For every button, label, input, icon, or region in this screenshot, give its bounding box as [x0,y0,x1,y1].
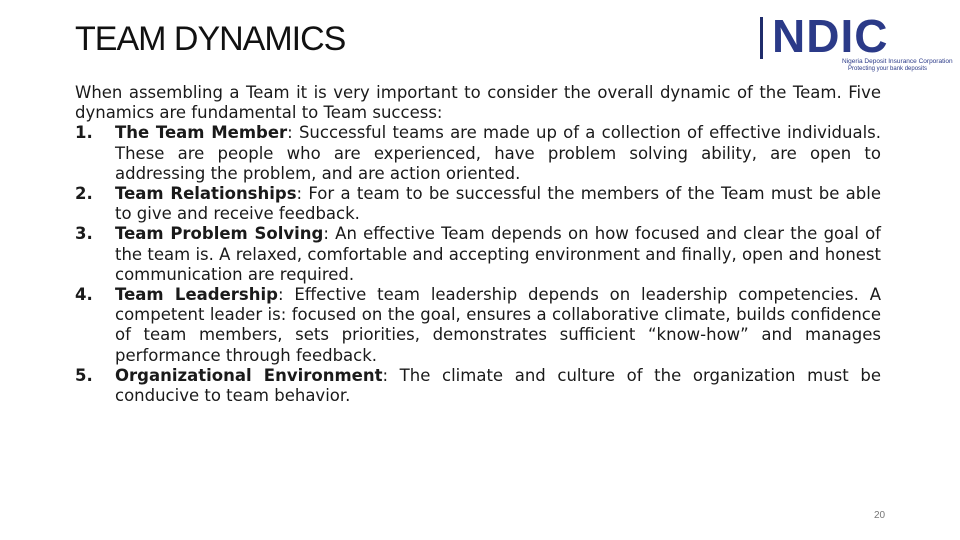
list-item [75,224,881,285]
list-item [75,285,881,366]
dynamics-list [75,123,881,406]
slide-body [75,83,881,406]
item-description: : An effective Team depends on how focused and clear the goal of the team is. A relaxed, comfortable and accepting environment and finally, open and honest communication are required. [115,224,881,284]
item-description: : The climate and culture of the organization must be conducive to team behavior. [115,365,882,406]
list-item [75,366,881,406]
page-number: 20 [874,510,886,521]
item-number: 4. [75,285,93,305]
item-lead: Team Problem Solving [115,224,324,244]
item-lead: The Team Member [115,123,288,143]
item-text [115,224,881,285]
item-lead: Team Relationships [115,184,297,204]
item-lead: Team Leadership [115,285,278,305]
item-text [115,123,881,184]
logo-subtitle: Nigeria Deposit Insurance Corporation [842,58,953,65]
item-number: 5. [75,365,93,385]
item-description: : For a team to be successful the members of the Team must be able to give and receive feedback. [115,184,881,224]
item-description: : Successful teams are made up of a collection of effective individuals. These are people who are experienced, have problem solving ability, are open to addressing the problem, and are action oriented. [115,123,881,183]
item-number: 1. [75,123,93,143]
logo-bar [760,17,763,59]
item-description: : Effective team leadership depends on leadership competencies. A competent leader is: focused on the goal, ensures a collaborative climate, builds confidence of team members, sets priorities, demonstrates sufficient “know-how” and manages performance through feedback. [115,285,881,365]
item-number: 3. [75,224,93,244]
list-item [75,123,881,184]
item-number: 2. [75,184,93,204]
item-text [115,366,881,406]
item-text [115,184,881,224]
list-item [75,184,881,224]
item-text [115,285,881,366]
logo-tagline: Protecting your bank deposits [848,66,928,72]
item-lead: Organizational Environment [115,365,383,385]
intro-paragraph: When assembling a Team it is very important to consider the overall dynamic of the Team. Five dynamics are fundamental to Team success: [75,83,881,123]
logo-mark: NDIC [772,10,889,62]
ndic-logo [760,10,953,76]
slide-title: TEAM DYNAMICS [75,20,346,58]
